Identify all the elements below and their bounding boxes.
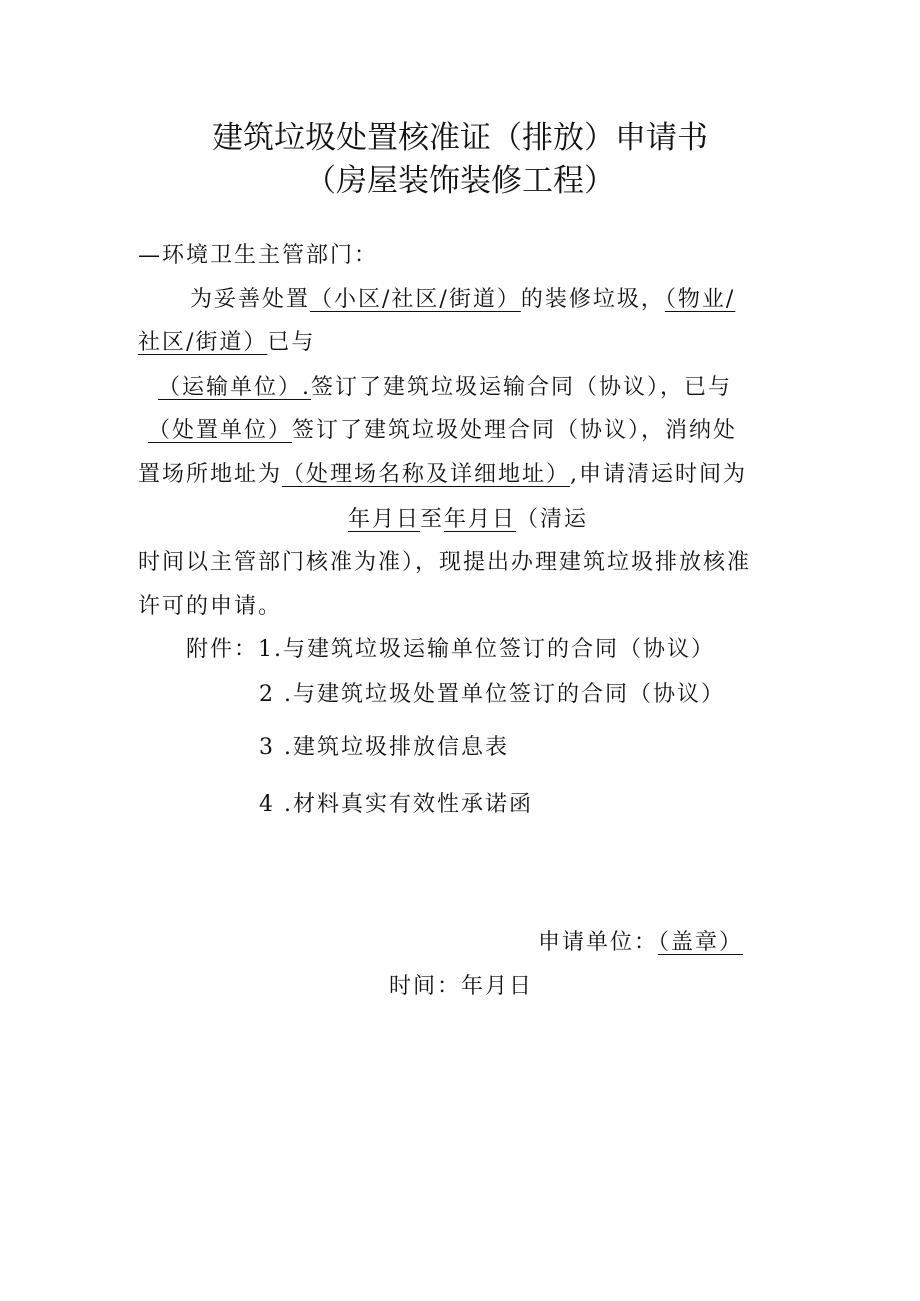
addressee: —环境卫生主管部门： bbox=[138, 243, 379, 268]
start-date-field: 年月日 bbox=[348, 507, 421, 532]
attachments-label: 附件： bbox=[186, 637, 259, 662]
paragraph-line-5 bbox=[138, 460, 747, 490]
paragraph-line-3 bbox=[158, 373, 732, 403]
attachment-item-3: 3 .建筑垃圾排放信息表 bbox=[259, 735, 509, 760]
paragraph-line-7: 时间以主管部门核准为准），现提出办理建筑垃圾排放核准 bbox=[138, 550, 752, 575]
text-segment: 为妥善处置 bbox=[190, 287, 311, 312]
text-segment: 已与 bbox=[267, 330, 316, 355]
disposal-unit-field: （处置单位） bbox=[148, 418, 293, 443]
end-date-field: 年月日 bbox=[444, 507, 517, 532]
text-segment: ,申请清运时间为 bbox=[570, 462, 748, 487]
attachment-item-4: 4 .材料真实有效性承诺函 bbox=[259, 792, 533, 817]
text-segment: 的装修垃圾， bbox=[520, 287, 665, 312]
property-field-part-b: 社区/街道） bbox=[138, 330, 268, 355]
seal-field: （盖章） bbox=[658, 930, 744, 955]
document-title: 建筑垃圾处置核准证（排放）申请书 bbox=[212, 120, 708, 156]
area-field: （小区/社区/街道） bbox=[310, 287, 521, 312]
document-subtitle: （房屋装饰装修工程） bbox=[305, 163, 615, 199]
text-segment: 置场所地址为 bbox=[138, 462, 283, 487]
attachment-item-2: 2 .与建筑垃圾处置单位签订的合同（协议） bbox=[259, 682, 725, 707]
disposal-site-field: （处理场名称及详细地址） bbox=[282, 462, 571, 487]
paragraph-line-4 bbox=[148, 416, 737, 446]
paragraph-line-1 bbox=[190, 285, 735, 315]
attachment-text: 1.与建筑垃圾运输单位签订的合同（协议） bbox=[258, 637, 716, 662]
paragraph-line-8: 许可的申请。 bbox=[138, 594, 283, 619]
applicant-label: 申请单位： bbox=[538, 930, 659, 955]
paragraph-line-2 bbox=[138, 328, 315, 358]
paragraph-line-6 bbox=[348, 505, 588, 535]
text-segment: 签订了建筑垃圾处理合同（协议），消纳处 bbox=[292, 418, 738, 443]
attachment-item-1 bbox=[186, 635, 715, 665]
transport-unit-field: （运输单位）. bbox=[158, 375, 311, 400]
date-line bbox=[389, 972, 533, 1002]
date-value: 年月日 bbox=[461, 974, 534, 999]
date-label: 时间： bbox=[389, 974, 462, 999]
applicant-line bbox=[538, 928, 743, 958]
property-field-part-a: （物业/ bbox=[664, 287, 736, 312]
text-segment: 签订了建筑垃圾运输合同（协议），已与 bbox=[311, 375, 733, 400]
text-segment: （清运 bbox=[516, 507, 589, 532]
text-segment: 至 bbox=[420, 507, 445, 532]
